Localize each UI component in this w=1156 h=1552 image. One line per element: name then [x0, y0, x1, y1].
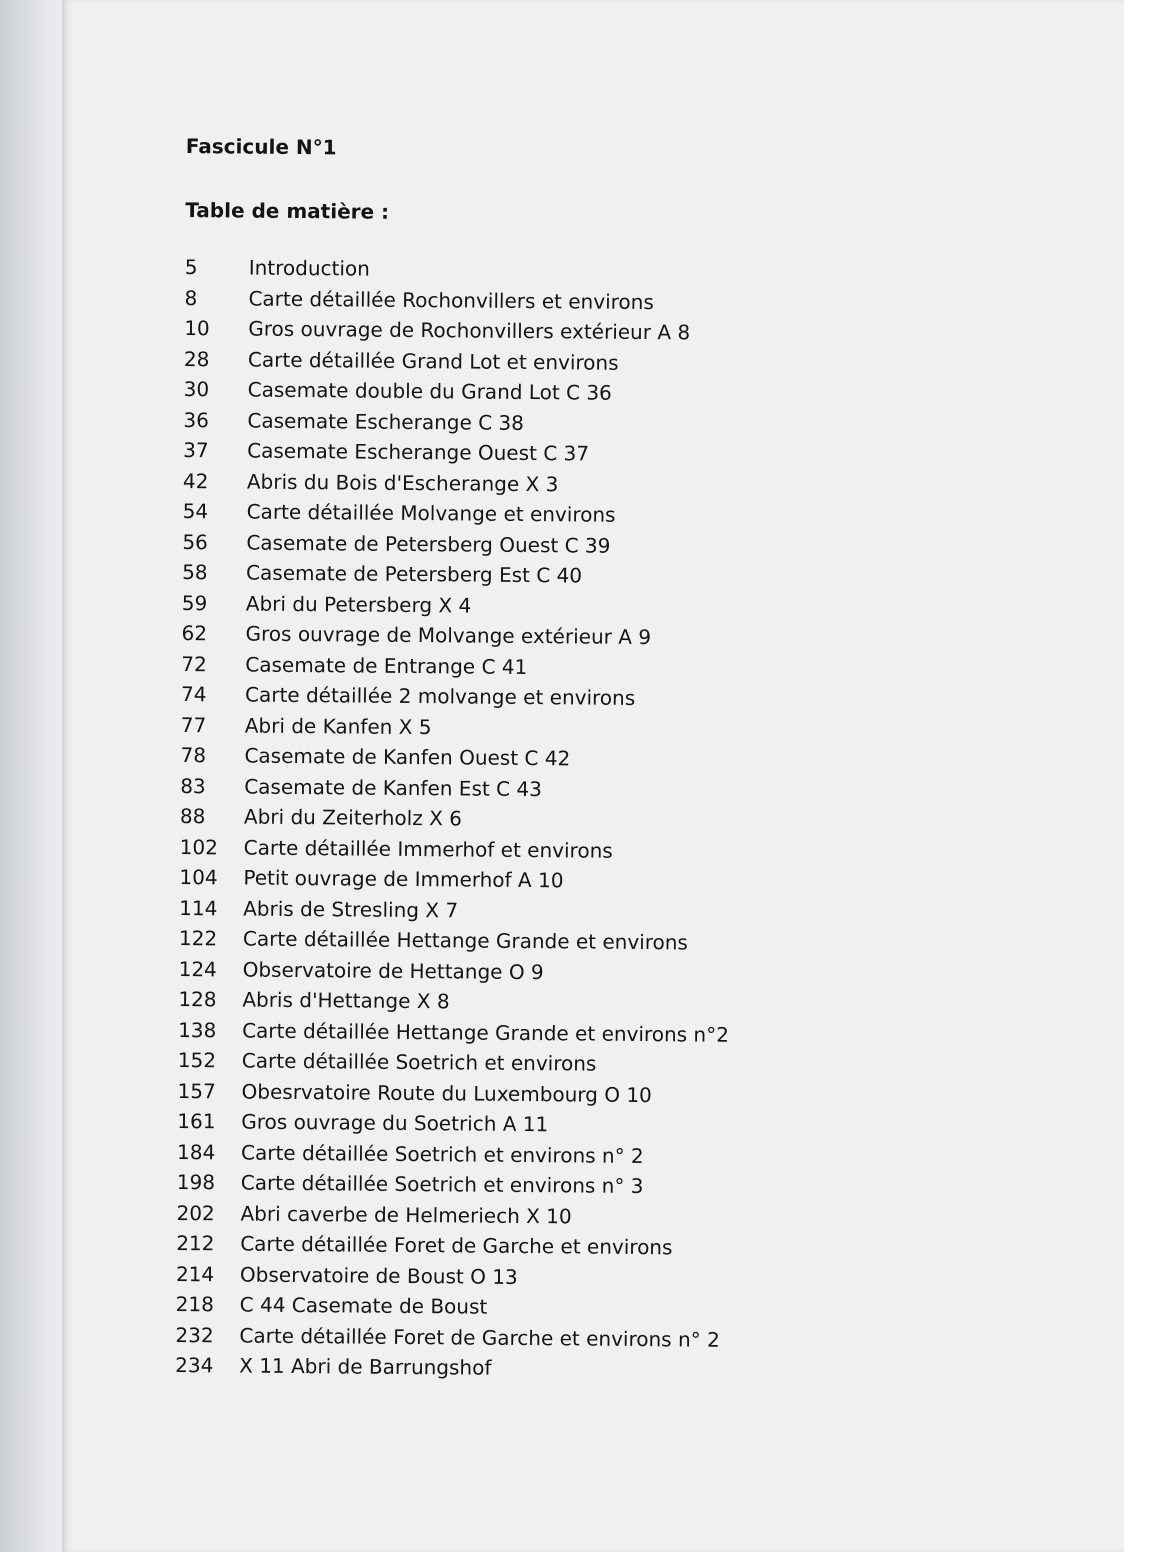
toc-page-number: 122	[178, 925, 218, 951]
toc-page-number: 88	[179, 803, 206, 829]
toc-page-number: 56	[182, 529, 208, 554]
toc-page-number: 62	[181, 620, 208, 646]
toc-entry-title: Obesrvatoire Route du Luxembourg O 10	[241, 1079, 652, 1107]
toc-page-number: 102	[179, 834, 219, 859]
toc-page-number: 104	[179, 864, 218, 890]
toc-entry-title: Carte détaillée Soetrich et environs n° 2	[240, 1140, 644, 1168]
toc-entry-title: Carte détaillée 2 molvange et environs	[244, 682, 636, 710]
toc-page-number: 36	[183, 407, 210, 432]
toc-page-number: 5	[184, 254, 198, 280]
toc-entry-title: C 44 Casemate de Boust	[239, 1292, 488, 1319]
toc-entry-title: Abris du Bois d'Escherange X 3	[246, 469, 559, 496]
toc-entry-title: Introduction	[248, 255, 371, 281]
toc-entry-title: Gros ouvrage du Soetrich A 11	[241, 1109, 549, 1137]
right-background	[1124, 0, 1156, 1552]
toc-page-number: 54	[182, 498, 209, 524]
toc-entry-title: Abris de Stresling X 7	[243, 896, 459, 922]
toc-entry-title: Abri de Kanfen X 5	[244, 713, 432, 739]
toc-page-number: 128	[178, 986, 217, 1012]
toc-page-number: 10	[184, 315, 210, 341]
page-content	[175, 128, 1086, 1388]
toc-entry-title: Abri caverbe de Helmeriech X 10	[240, 1201, 572, 1228]
toc-page-number: 138	[178, 1017, 217, 1042]
toc-page-number: 212	[176, 1230, 215, 1256]
toc-entry-title: Carte détaillée Molvange et environs	[246, 499, 616, 527]
toc-entry-title: Abri du Zeiterholz X 6	[243, 804, 463, 831]
toc-heading: Table de matière :	[185, 197, 390, 224]
toc-entry-title: Casemate de Petersberg Ouest C 39	[246, 530, 611, 558]
toc-entry-title: Carte détaillée Rochonvillers et environs	[248, 286, 654, 314]
toc-page-number: 218	[175, 1291, 215, 1317]
toc-page-number: 30	[183, 376, 210, 402]
toc-page-number: 28	[183, 346, 210, 371]
toc-entry-title: Casemate de Kanfen Ouest C 42	[244, 743, 571, 771]
toc-page-number: 157	[177, 1078, 216, 1103]
toc-entry-title: Carte détaillée Immerhof et environs	[243, 835, 613, 863]
toc-entry-title: Carte détaillée Grand Lot et environs	[247, 347, 619, 375]
toc-entry-title: Gros ouvrage de Rochonvillers extérieur A 8	[248, 316, 691, 345]
toc-entry-title: Casemate Escherange C 38	[247, 408, 525, 435]
toc-entry-title: Casemate double du Grand Lot C 36	[247, 377, 612, 405]
toc-page-number: 77	[180, 712, 207, 737]
toc-entry-title: Gros ouvrage de Molvange extérieur A 9	[245, 621, 652, 650]
toc-page-number: 198	[176, 1169, 216, 1195]
document-title: Fascicule N°1	[185, 133, 337, 160]
toc-page-number: 152	[177, 1047, 217, 1073]
toc-entry-title: Casemate de Kanfen Est C 43	[244, 774, 543, 801]
toc-page-number: 42	[182, 468, 209, 493]
toc-entry-title: Casemate Escherange Ouest C 37	[247, 438, 590, 466]
toc-entry-title: Carte détaillée Foret de Garche et environs	[240, 1231, 673, 1260]
toc-page-number: 202	[176, 1200, 215, 1225]
toc-entry-title: Carte détaillée Soetrich et environs n° 3	[240, 1170, 644, 1199]
toc-entry-title: Abri du Petersberg X 4	[245, 591, 472, 618]
toc-page-number: 59	[181, 590, 208, 615]
toc-entry-title: Observatoire de Hettange O 9	[242, 957, 544, 984]
toc-page-number: 234	[175, 1352, 214, 1378]
toc-entry-title: Observatoire de Boust O 13	[239, 1262, 518, 1289]
toc-page-number: 78	[180, 742, 207, 768]
toc-page-number: 214	[175, 1261, 215, 1286]
toc-entry-title: Abris d'Hettange X 8	[242, 987, 450, 1014]
toc-page-number: 8	[184, 285, 198, 310]
toc-entry-title: Casemate de Entrange C 41	[245, 652, 528, 679]
toc-page-number: 37	[183, 437, 209, 463]
toc-entry-title: Carte détaillée Soetrich et environs	[241, 1048, 597, 1076]
toc-page-number: 72	[181, 651, 207, 676]
toc-entry-title: Casemate de Petersberg Est C 40	[246, 560, 583, 588]
toc-page-number: 114	[179, 895, 218, 920]
toc-entry-title: X 11 Abri de Barrungshof	[239, 1353, 492, 1380]
toc-page-number: 232	[175, 1322, 214, 1347]
toc-page-number: 184	[176, 1139, 216, 1164]
toc-page-number: 74	[180, 681, 207, 707]
toc-page-number: 58	[182, 559, 208, 585]
toc-entry-title: Petit ouvrage de Immerhof A 10	[243, 865, 564, 893]
toc-page-number: 124	[178, 956, 217, 981]
left-page-edge	[0, 0, 70, 1552]
toc-page-number: 161	[177, 1108, 216, 1134]
table-of-contents	[175, 252, 1085, 1388]
toc-entry-title: Carte détaillée Hettange Grande et environs n°2	[242, 1018, 729, 1047]
toc-page-number: 83	[180, 773, 206, 798]
toc-entry-title: Carte détaillée Hettange Grande et environs	[242, 926, 689, 955]
toc-entry-title: Carte détaillée Foret de Garche et environs n° 2	[239, 1323, 720, 1352]
